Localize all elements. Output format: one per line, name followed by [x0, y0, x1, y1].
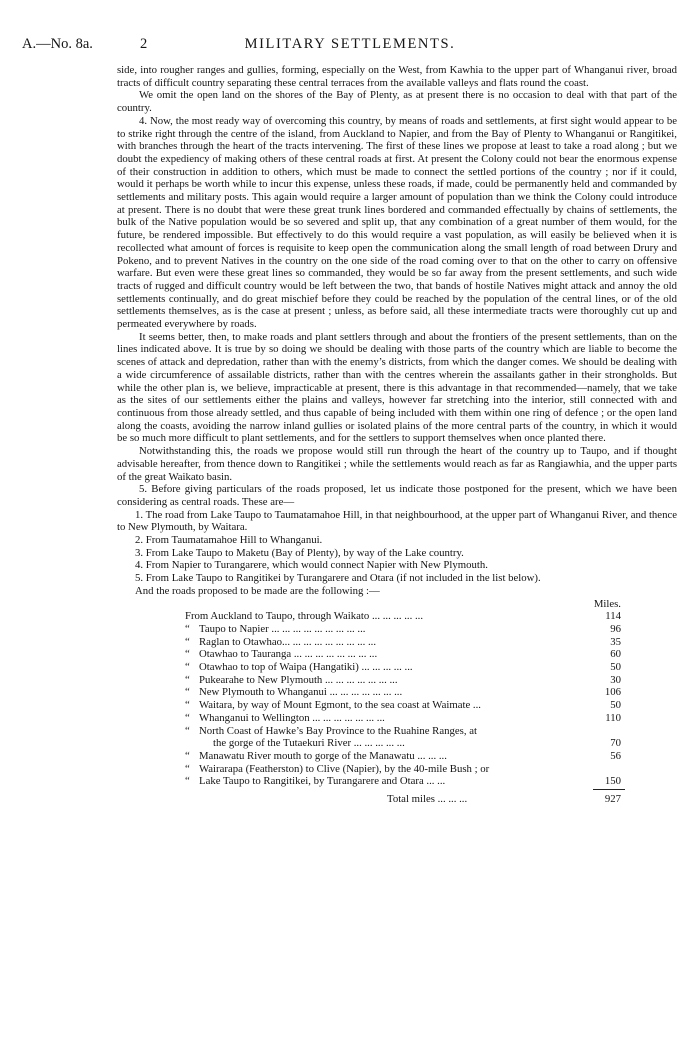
ditto-mark: “ — [185, 749, 190, 762]
list-item: 5. From Lake Taupo to Rangitikei by Turangarere and Otara (if not included in the list below). — [135, 572, 541, 585]
ditto-mark: “ — [185, 686, 190, 699]
paragraph: side, into rougher ranges and gullies, forming, especially on the West, from Kawhia to the upper part of Whanganui river, broad tracts of difficult country separating these central terraces from the available valleys and flats round the coast. — [117, 64, 677, 89]
table-row — [185, 699, 621, 712]
route-name: Lake Taupo to Rangitikei, by Turangarere and Otara ... ... — [199, 775, 446, 788]
table-row — [185, 763, 621, 776]
miles-column-header: Miles. — [593, 597, 621, 610]
route-name: From Auckland to Taupo, through Waikato ... ... ... ... ... — [185, 610, 424, 623]
route-miles: 96 — [610, 622, 621, 635]
list-item: 4. From Napier to Turangarere, which would connect Napier with New Plymouth. — [135, 559, 488, 572]
table-row — [185, 775, 621, 788]
route-name: Pukearahe to New Plymouth ... ... ... ... ... ... ... — [199, 673, 398, 686]
page-header — [22, 36, 678, 54]
ditto-mark: “ — [185, 635, 190, 648]
list-item: 3. From Lake Taupo to Maketu (Bay of Plenty), by way of the Lake country. — [135, 546, 464, 559]
table-row — [185, 674, 621, 687]
route-name: Raglan to Otawhao... ... ... ... ... ... ... ... ... — [199, 635, 377, 648]
route-name: New Plymouth to Whanganui ... ... ... ... ... ... ... — [199, 686, 403, 699]
ditto-mark: “ — [185, 622, 190, 635]
list-item: 2. From Taumatamahoe Hill to Whanganui. — [135, 534, 323, 547]
total-row — [117, 793, 677, 807]
total-label: Total miles ... ... ... — [387, 793, 468, 806]
table-row — [185, 636, 621, 649]
ditto-mark: “ — [185, 699, 190, 712]
route-miles: 114 — [605, 610, 621, 623]
route-name: Otawhao to top of Waipa (Hangatiki) ... ... ... ... ... — [199, 661, 413, 674]
route-miles: 35 — [610, 635, 621, 648]
route-miles: 30 — [610, 673, 621, 686]
route-miles: 150 — [604, 775, 621, 788]
route-miles: 106 — [604, 686, 621, 699]
route-miles: 56 — [610, 749, 621, 762]
route-miles: 60 — [610, 648, 621, 661]
route-miles: 110 — [605, 711, 621, 724]
table-row — [185, 712, 621, 725]
roads-table — [185, 610, 621, 788]
page-number: 2 — [140, 36, 148, 52]
total-miles: 927 — [604, 793, 621, 806]
ditto-mark: “ — [185, 762, 190, 775]
running-title: MILITARY SETTLEMENTS. — [244, 36, 456, 52]
table-row — [185, 725, 621, 750]
route-name: Wairarapa (Featherston) to Clive (Napier), by the 40-mile Bush ; or — [199, 762, 490, 775]
route-name: Waitara, by way of Mount Egmont, to the sea coast at Waimate ... — [199, 699, 481, 712]
route-miles: 50 — [610, 661, 621, 674]
route-name: North Coast of Hawke’s Bay Province to the Ruahine Ranges, at — [199, 724, 477, 737]
paper-reference: A.—No. 8a. — [22, 36, 93, 52]
paragraph: 4. Now, the most ready way of overcoming this country, by means of roads and settlements, at first sight would appear to be to strike right through the centre of the island, from Auckland to Napier, and from the Bay of Plenty to Whanganui or Rangitikei, with branches through the heart of the tracts intervening. The first of these lines we propose at least to take a road along ; but we doubt the expediency of making others of these central roads at first. At present the Colony could not bear the enormous expense of their construction in addition to others, which must be made to connect the settled portions of the country ; nor if it could, would it perhaps be worth while to incur this expense, unless these roads, if made, could be permanently held and commanded by settlements and military posts. This again would require a larger amount of population than we think the Colony could introduce at present. There is no doubt that were these great trunk lines bordered and commanded effectually by chains of settlements, the bulk of the Native population would be so severed and split up, that any combination of a great number of them would, for the future, be rendered impossible. But effectively to do this would require a vast population, as will easily be believed when it is recollected what amount of forces is requisite to keep open the communication along the small length of road between Drury and Pokeno, and to prevent Natives in the country on the one side of the road coming over to that on the other to carry on offensive warfare. But even were these great lines so commanded, they would be so far away from the present settlements, and such wide tracts of rugged and difficult country would be left between the two, that bands of hostile Natives might attack and annoy the old settlements continually, and do great mischief before they could be reached by the population of the central lines, or of the old settlements themselves, as is the case at present ; unless, as before said, all these intermediate tracts were thoroughly cut up and permeated everywhere by roads. — [117, 114, 677, 331]
paragraph: Notwithstanding this, the roads we propose would still run through the heart of the country up to Taupo, and if thought advisable hereafter, from thence down to Rangitikei ; while the settlements would reach as far as Rangiawhia, and the upper parts of the great Waikato basin. — [117, 445, 677, 483]
route-name: Otawhao to Tauranga ... ... ... ... ... ... ... ... — [199, 648, 378, 661]
list-item: 1. The road from Lake Taupo to Taumatamahoe Hill, in that neighbourhood, at the upper part of Whanganui River, and thence to New Plymouth, by Waitara. — [117, 508, 677, 534]
ditto-mark: “ — [185, 648, 190, 661]
ditto-mark: “ — [185, 775, 190, 788]
route-name-continued: the gorge of the Tutaekuri River ... ... ... ... ... — [213, 737, 405, 750]
route-name: Taupo to Napier ... ... ... ... ... ... ... ... ... — [199, 622, 366, 635]
list-item: And the roads proposed to be made are the following :— — [135, 584, 380, 597]
document-body — [117, 64, 677, 807]
ditto-mark: “ — [185, 673, 190, 686]
paragraph: 5. Before giving particulars of the roads proposed, let us indicate those postponed for the present, which we have been considering as central roads. These are— — [117, 483, 677, 508]
ditto-mark: “ — [185, 711, 190, 724]
route-miles: 50 — [610, 699, 621, 712]
route-name: Whanganui to Wellington ... ... ... ... ... ... ... — [199, 711, 385, 724]
table-row — [185, 648, 621, 661]
route-name: Manawatu River mouth to gorge of the Manawatu ... ... ... — [199, 749, 447, 762]
table-row — [185, 623, 621, 636]
sum-rule — [593, 789, 625, 790]
table-row — [185, 610, 621, 623]
ditto-mark: “ — [185, 724, 190, 737]
ditto-mark: “ — [185, 661, 190, 674]
route-miles: 70 — [610, 737, 621, 750]
table-row — [185, 661, 621, 674]
paragraph: It seems better, then, to make roads and plant settlers through and about the frontiers of the present settlements, than on the lines indicated above. It is true by so doing we should be dealing with those parts of the country which are liable to become the scenes of attack and depredation, rather than with the enemy’s districts, from which the danger comes. We should be dealing with a wide circumference of assailable districts, rather than with the centres wherein the assailants gather in their strongholds. But while the other plan is, we believe, impracticable at present, there is this advantage in that recommended—namely, that we take as the sites of our settlements either the plains and valleys, however far stretching into the interior, still connected with and continuous from those already settled, and thus capable of being included with them within one ring of defence ; or the open land along the coasts, avoiding the narrow inland gullies or isolated plains of the more central parts of the country, in which it would be so much more difficult to plant settlements, and for the settlers to support themselves when once planted there. — [117, 330, 677, 445]
table-row — [185, 750, 621, 763]
table-row — [185, 686, 621, 699]
paragraph: We omit the open land on the shores of the Bay of Plenty, as at present there is no occasion to deal with that part of the country. — [117, 89, 677, 115]
